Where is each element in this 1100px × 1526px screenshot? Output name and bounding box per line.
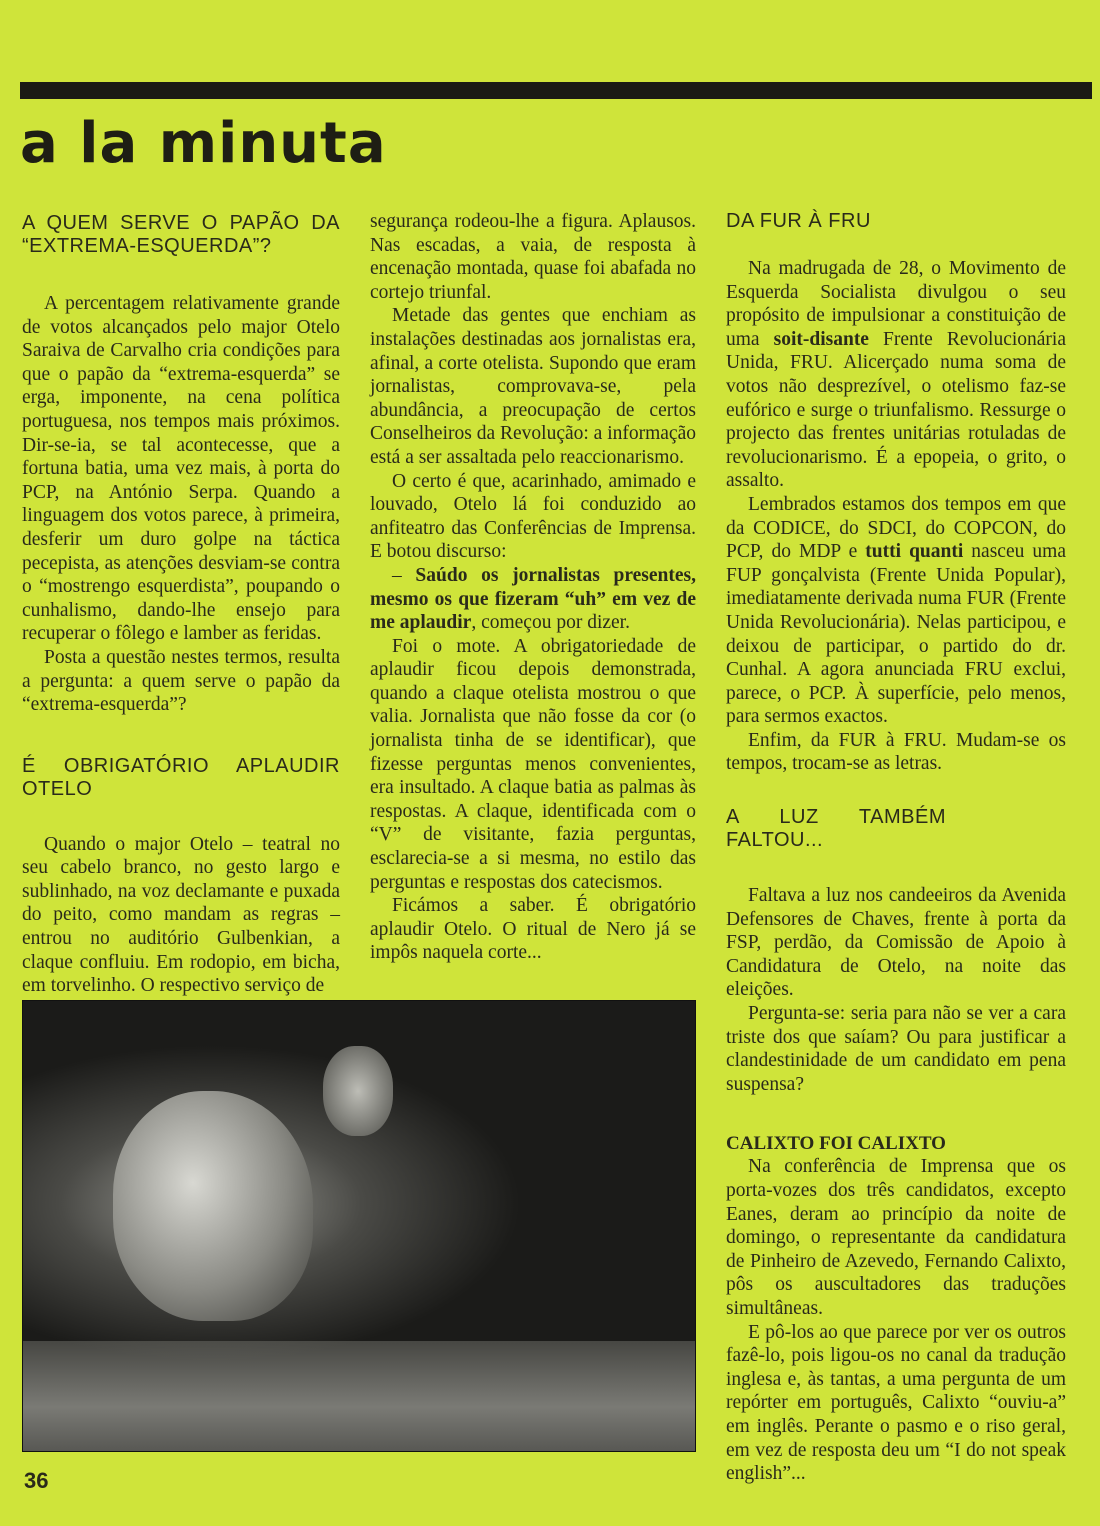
paragraph: Foi o mote. A obrigatoriedade de aplaudir ficou depois demonstrada, quando a claque otelista mostrou o que valia. Jornalista que não fosse da cor (o jornalista tinha de se identificar), que fizesse perguntas menos convenientes, era insultado. A claque batia as palmas às respostas. A claque, identificada com o “V” de visitante, fazia perguntas, esclarecia-se a si mesma, no estilo das perguntas e respostas dos catecismos.: [370, 635, 696, 893]
photo-table: [23, 1341, 695, 1451]
paragraph: Na conferência de Imprensa que os porta-vozes dos três candidatos, excepto Eanes, deram ao princípio da noite de domingo, o representante da candidatura de Pinheiro de Azevedo, Fernando Calixto, pôs os auscultadores das traduções simultâneas.: [726, 1156, 1066, 1319]
paragraph: Enfim, da FUR à FRU. Mudam-se os tempos, trocam-se as letras.: [726, 729, 1066, 775]
paragraph: Posta a questão nestes termos, resulta a pergunta: a quem serve o papão da “extrema-esquerda”?: [22, 646, 340, 716]
paragraph: Ficámos a saber. É obrigatório aplaudir Otelo. O ritual de Nero já se impôs naquela corte...: [370, 895, 696, 964]
article-heading: DA FUR À FRU: [726, 210, 871, 232]
dash: –: [392, 564, 416, 586]
column-3: [726, 210, 1066, 1486]
paragraph: [726, 257, 1066, 493]
photo-figure: [323, 1046, 393, 1136]
quote-bold: Saúdo os jornalistas presentes, mesmo os que fizeram “uh” em vez de me aplaudir: [370, 564, 696, 634]
paragraph: A percentagem relativamente grande de votos alcançados pelo major Otelo Saraiva de Carvalho cria condições para que o papão da “extrema-esquerda” se erga, imponente, na cena política portuguesa, nos tempos mais próximos. Dir-se-ia, se tal acontecesse, que a fortuna batia, uma vez mais, à porta do PCP, na António Serpa. Quando a linguagem dos votos parece, à primeira, desferir um duro golpe na táctica pecepista, as atenções desviam-se contra o “mostrengo esquerdista”, poupando o cunhalismo, dando-lhe ensejo para recuperar o fôlego e lamber as feridas.: [22, 293, 340, 645]
column-2: [370, 210, 696, 965]
quote-paragraph: [370, 564, 696, 635]
quote-rest: , começou por dizer.: [471, 612, 630, 634]
paragraph: Quando o major Otelo – teatral no seu cabelo branco, no gesto largo e sublinhado, na voz declamante e puxada do peito, como mandam as regras – entrou no auditório Gulbenkian, a claque confluiu. Em rodopio, em bicha, em torvelinho. O respectivo serviço de: [22, 833, 340, 997]
article-heading: É OBRIGATÓRIO APLAUDIR OTELO: [22, 754, 340, 800]
bold-text: soit-disante: [773, 328, 869, 350]
text: Na madrugada de 28, o Movimento de Esquerda Socialista divulgou o seu propósito de impulsionar a constituição de uma: [726, 258, 1066, 350]
paragraph: [726, 493, 1066, 729]
press-conference-photo: [22, 1000, 696, 1452]
paragraph: segurança rodeou-lhe a figura. Aplausos. Nas escadas, a vaia, de resposta à encenação montada, quase foi abafada no cortejo triunfal.: [370, 211, 696, 303]
paragraph: Faltava a luz nos candeeiros da Avenida Defensores de Chaves, frente à porta da FSP, perdão, da Comissão de Apoio à Candidatura de Otelo, na noite das eleições.: [726, 885, 1066, 1001]
text: Frente Revolucionária Unida, FRU. Alicerçado numa soma de votos não desprezível, o otelismo faz-se eufórico e surge o triunfalismo. Ressurge o projecto das frentes unitárias rotuladas de revolucionarismo. É a epopeia, o grito, o assalto.: [726, 328, 1066, 492]
paragraph: Pergunta-se: seria para não se ver a cara triste dos que saíam? Ou para justificar a clandestinidade de um candidato em pena suspensa?: [726, 1003, 1066, 1095]
paragraph: Metade das gentes que enchiam as instalações destinadas aos jornalistas era, afinal, a corte otelista. Supondo que eram jornalistas, comprovava-se, pela abundância, a preocupação de certos Conselheiros da Revolução: a informação está a ser assaltada pelo reaccionarismo.: [370, 305, 696, 468]
photo-figure: [113, 1091, 313, 1321]
article-heading: A QUEM SERVE O PAPÃO DA “EXTREMA-ESQUERDA”?: [22, 212, 340, 257]
paragraph: O certo é que, acarinhado, amimado e louvado, Otelo lá foi conduzido ao anfiteatro das Conferências de Imprensa. E botou discurso:: [370, 470, 696, 563]
section-title: a la minuta: [20, 111, 387, 176]
text: nasceu uma FUP gonçalvista (Frente Unida Popular), imediatamente derivada numa FUR (Frente Unida Revolucionária). Nelas participou, e deixou de participar, o partido do dr. Cunhal. A agora anunciada FRU exclui, parece, o PCP. À superfície, pelo menos, para sermos exactos.: [726, 541, 1066, 728]
article-heading: A LUZ TAMBÉM FALTOU...: [726, 806, 946, 852]
text: Lembrados estamos dos tempos em que da CODICE, do SDCI, do COPCON, do PCP, do MDP e: [726, 493, 1066, 563]
paragraph: E pô-los ao que parece por ver os outros fazê-lo, pois ligou-os no canal da tradução inglesa e, às tantas, a uma pergunta de um repórter em português, Calixto “ouviu-a” em inglês. Perante o pasmo e o riso geral, em vez de resposta deu um “I do not speak english”...: [726, 1321, 1066, 1485]
page-number: 36: [24, 1468, 49, 1493]
header-rule: [20, 82, 1092, 99]
article-heading: CALIXTO FOI CALIXTO: [726, 1133, 946, 1155]
bold-text: tutti quanti: [865, 541, 964, 563]
column-1: [22, 212, 340, 998]
